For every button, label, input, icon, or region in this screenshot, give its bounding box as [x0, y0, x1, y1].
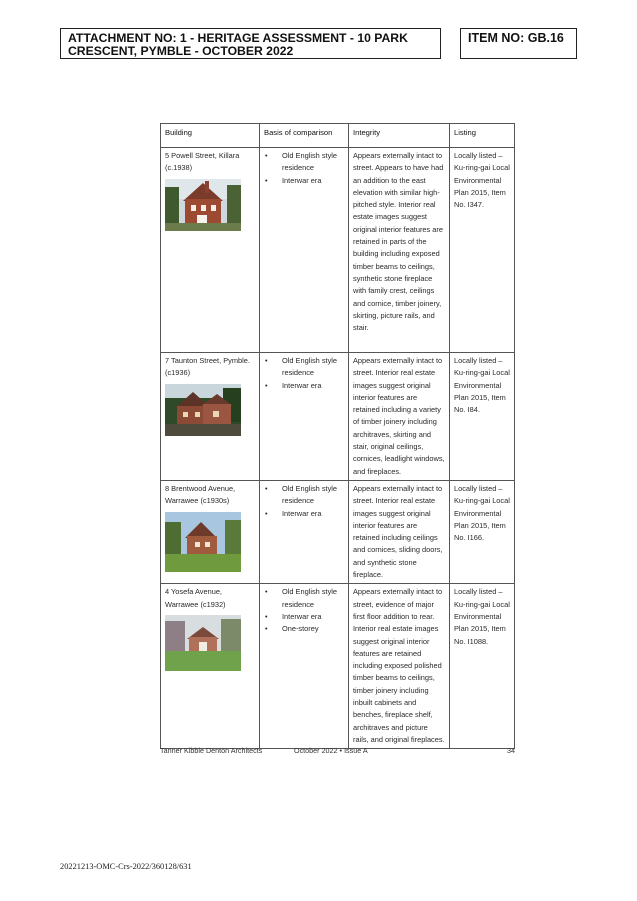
basis-item: • Interwar era: [264, 508, 344, 520]
column-header-integrity: Integrity: [349, 124, 450, 148]
footer-firm: Tanner Kibble Denton Architects: [160, 746, 263, 755]
house-photo: [165, 384, 241, 436]
column-header-building: Building: [161, 124, 260, 148]
listing-cell: Locally listed – Ku-ring-gai Local Environmental Plan 2015, Item No. I84.: [450, 353, 515, 481]
basis-list: [264, 355, 344, 392]
table-header-row: [161, 124, 515, 148]
footer-page-number: 34: [507, 746, 515, 755]
basis-list: [264, 586, 344, 635]
basis-item: • One-storey: [264, 623, 344, 635]
house-photo: [165, 615, 241, 671]
basis-item: • Old English style residence: [264, 586, 344, 611]
integrity-cell: Appears externally intact to street. Interior real estate images suggest original interior features are retained including a variety of timber joinery including architraves, skirting and stair, original ceilings, cornices, leadlight windows, and fireplaces.: [349, 353, 450, 481]
basis-item: • Old English style residence: [264, 150, 344, 175]
integrity-cell: Appears externally intact to street. Appears to have had an addition to the east elevation with similar high-pitched style. Interior real estate images suggest original interior features are retained in parts of the building including exposed timber beams to ceilings, synthetic stone fireplace with family crest, ceilings and cornice, timber joinery, skirting, picture rails, and stair.: [349, 148, 450, 353]
footer-date-issue: October 2022 • Issue A: [294, 746, 368, 755]
table-row: [161, 353, 515, 481]
table-row: [161, 584, 515, 749]
basis-item: • Interwar era: [264, 611, 344, 623]
basis-item: • Interwar era: [264, 175, 344, 187]
table-row: [161, 148, 515, 353]
column-header-basis: Basis of comparison: [260, 124, 349, 148]
basis-cell: [260, 353, 349, 481]
basis-list: [264, 150, 344, 187]
listing-cell: Locally listed – Ku-ring-gai Local Environmental Plan 2015, Item No. I1088.: [450, 584, 515, 749]
item-number: ITEM NO: GB.16: [468, 31, 564, 45]
comparison-table: [160, 123, 515, 749]
listing-cell: Locally listed – Ku-ring-gai Local Environmental Plan 2015, Item No. I166.: [450, 480, 515, 583]
house-photo: [165, 512, 241, 572]
house-photo: [165, 179, 241, 231]
document-reference: 20221213-OMC-Crs-2022/360128/631: [60, 862, 192, 871]
basis-item: • Interwar era: [264, 380, 344, 392]
column-header-listing: Listing: [450, 124, 515, 148]
basis-cell: [260, 480, 349, 583]
basis-cell: [260, 148, 349, 353]
building-name: 4 Yosefa Avenue, Warrawee (c1932): [165, 587, 226, 609]
building-cell: [161, 148, 260, 353]
building-name: 5 Powell Street, Killara (c.1938): [165, 151, 240, 173]
integrity-cell: Appears externally intact to street, evidence of major first floor addition to rear. Interior real estate images suggest original interior features are retained including exposed polished timber beams to ceilings, timber joinery including inbuilt cabinets and benches, fireplace shelf, architraves and picture rails, and original fireplaces.: [349, 584, 450, 749]
listing-cell: Locally listed – Ku-ring-gai Local Environmental Plan 2015, Item No. I347.: [450, 148, 515, 353]
table-row: [161, 480, 515, 583]
item-number-box: [460, 28, 577, 59]
building-cell: [161, 480, 260, 583]
building-cell: [161, 584, 260, 749]
basis-cell: [260, 584, 349, 749]
basis-item: • Old English style residence: [264, 355, 344, 380]
building-name: 7 Taunton Street, Pymble. (c1936): [165, 356, 250, 378]
basis-list: [264, 483, 344, 520]
building-name: 8 Brentwood Avenue, Warrawee (c1930s): [165, 483, 236, 506]
attachment-title-box: [60, 28, 441, 59]
basis-item: • Old English style residence: [264, 483, 344, 508]
integrity-cell: Appears externally intact to street. Interior real estate images suggest original interior features are retained including ceilings and cornices, sliding doors, and synthetic stone fireplace.: [349, 480, 450, 583]
attachment-title: ATTACHMENT NO: 1 - HERITAGE ASSESSMENT - 10 PARK CRESCENT, PYMBLE - OCTOBER 2022: [68, 31, 408, 58]
building-cell: [161, 353, 260, 481]
